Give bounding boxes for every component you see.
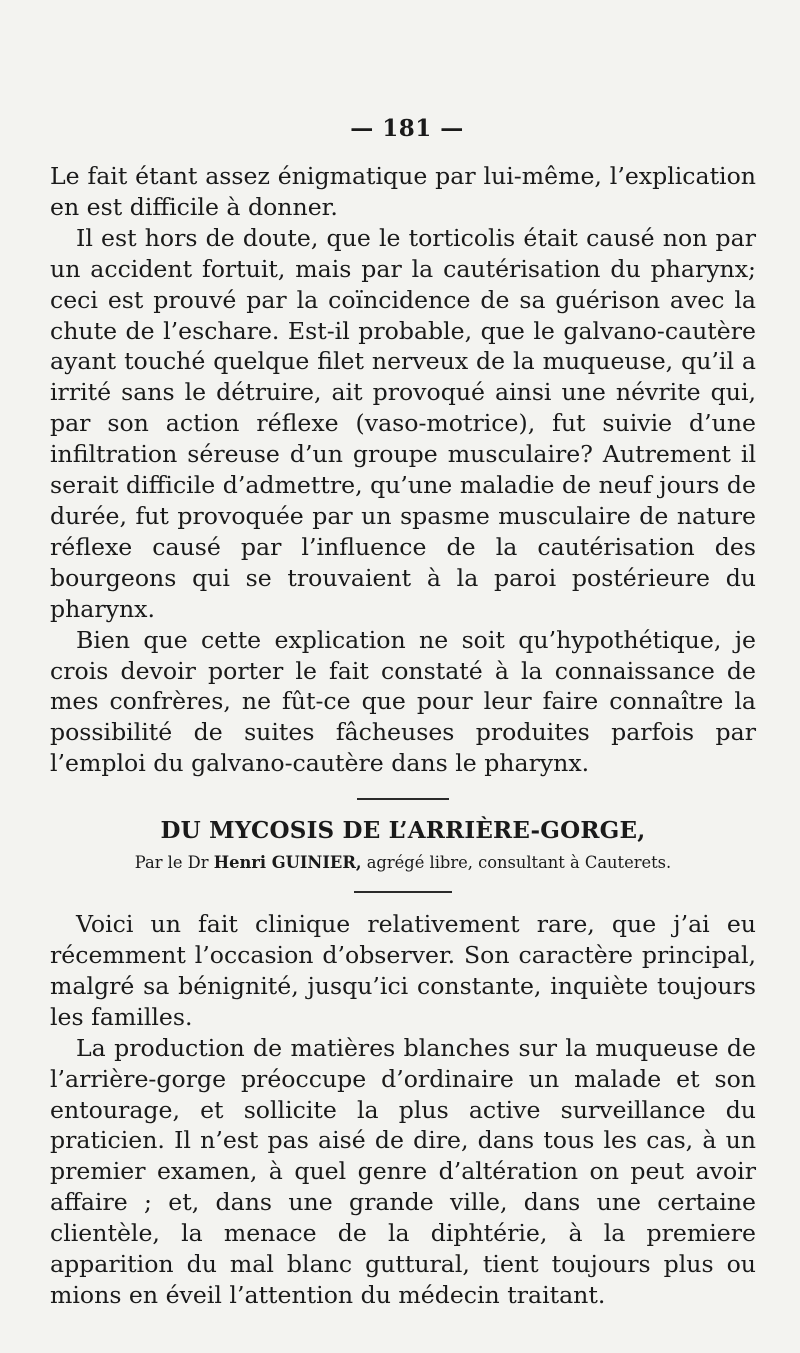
section-title: DU MYCOSIS DE L’ARRIÈRE-GORGE, <box>160 817 646 845</box>
paragraph-2: Il est hors de doute, que le torticolis était causé non par un accident fortuit, mais par la cautérisation du pharynx; ceci est prouvé par la coïncidence de sa guérison avec la chute de l’eschare. Est-il probable, que le galvano-cautère ayant touché quelque filet nerveux de la muqueuse, qu’il a irrité sans le détruire, ait provoqué ainsi une névrite qui, par son action réflexe (vaso-motrice), fut suivie d’une infiltration séreuse d’un groupe musculaire? Autrement il serait difficile d’admettre, qu’une maladie de neuf jours de durée, fut provoquée par un spasme musculaire de nature réflexe causé par l’influence de la cautérisation des bourgeons qui se trouvaient à la paroi postérieure du pharynx. <box>50 223 756 623</box>
byline-prefix: Par le Dr <box>134 853 214 873</box>
author-name: Henri GUINIER, <box>213 853 362 873</box>
byline-suffix: agrégé libre, consultant à Cauterets. <box>361 853 672 873</box>
paragraph-1: Le fait étant assez énigmatique par lui-même, l’explication en est difficile à donner. <box>50 162 756 221</box>
paragraph-3: Bien que cette explication ne soit qu’hypothétique, je crois devoir porter le fait constaté à la connaissance de mes confrères, ne fût-ce que pour leur faire connaître la possibilité de suites fâcheuses produites parfois par l’emploi du galvano-cautère dans le pharynx. <box>50 625 756 778</box>
page-number: — 181 — <box>350 115 464 142</box>
byline-divider <box>354 891 452 893</box>
paragraph-5: La production de matières blanches sur la muqueuse de l’arrière-gorge préoccupe d’ordinaire un malade et son entourage, et sollicite la plus active surveillance du praticien. Il n’est pas aisé de dire, dans tous les cas, à un premier examen, à quel genre d’altération on peut avoir affaire ; et, dans une grande ville, dans une certaine clientèle, la menace de la diphtérie, à la premiere apparition du mal blanc guttural, tient toujours plus ou mions en éveil l’attention du médecin traitant. <box>50 1033 756 1309</box>
paragraph-4: Voici un fait clinique relativement rare, que j’ai eu récemment l’occasion d’observer. Son caractère principal, malgré sa bénignité, jusqu’ici constante, inquiète toujours les familles. <box>50 910 756 1031</box>
section-divider <box>357 798 449 800</box>
author-byline <box>50 852 756 874</box>
